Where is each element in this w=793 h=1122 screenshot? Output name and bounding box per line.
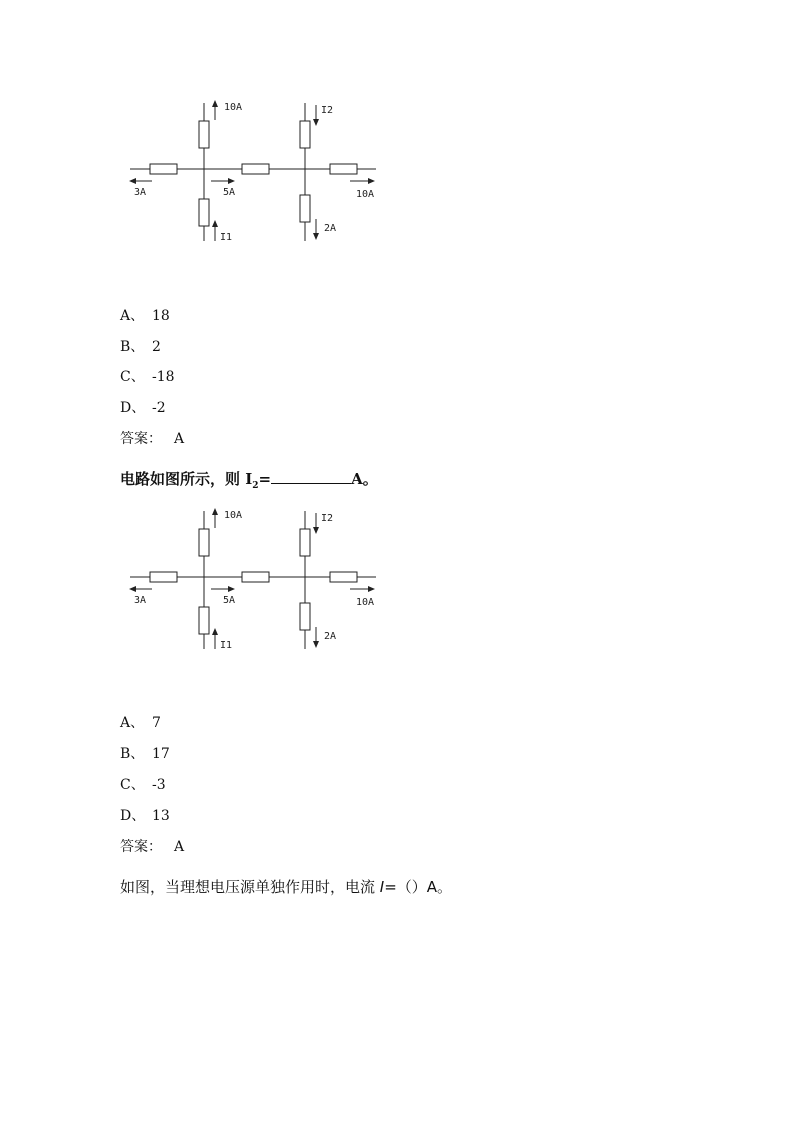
q2-option-b[interactable]: B、 17 xyxy=(120,746,170,762)
label-3a: 3A xyxy=(134,187,147,198)
q3-prompt: 如图，当理想电压源单独作用时，电流 I=（）A。 xyxy=(120,878,453,896)
label-5a: 5A xyxy=(223,595,236,606)
label-i2: I2 xyxy=(321,513,334,524)
label-10a-top: 10A xyxy=(224,102,243,113)
q1-option-a[interactable]: A、 18 xyxy=(120,308,170,324)
circuit-diagram-1 xyxy=(120,95,390,245)
q2-option-a[interactable]: A、 7 xyxy=(120,715,161,731)
q2-option-c[interactable]: C、 -3 xyxy=(120,777,166,793)
label-2a: 2A xyxy=(324,631,337,642)
q1-option-d[interactable]: D、 -2 xyxy=(120,400,166,416)
label-i1: I1 xyxy=(220,232,233,243)
label-3a: 3A xyxy=(134,595,147,606)
q1-option-b[interactable]: B、 2 xyxy=(120,339,161,355)
circuit-diagram-2 xyxy=(120,503,390,653)
label-i2: I2 xyxy=(321,105,334,116)
q2-answer: 答案： A xyxy=(120,839,185,855)
label-i1: I1 xyxy=(220,640,233,651)
answer-blank[interactable] xyxy=(271,469,351,484)
label-10a-right: 10A xyxy=(356,189,375,200)
label-10a-right: 10A xyxy=(356,597,375,608)
q2-prompt: 电路如图所示，则 $I_2= A$。 xyxy=(120,470,378,491)
label-2a: 2A xyxy=(324,223,337,234)
label-10a-top: 10A xyxy=(224,510,243,521)
label-5a: 5A xyxy=(223,187,236,198)
q1-answer: 答案： A xyxy=(120,431,185,447)
q1-option-c[interactable]: C、 -18 xyxy=(120,369,175,385)
q2-option-d[interactable]: D、 13 xyxy=(120,808,170,824)
